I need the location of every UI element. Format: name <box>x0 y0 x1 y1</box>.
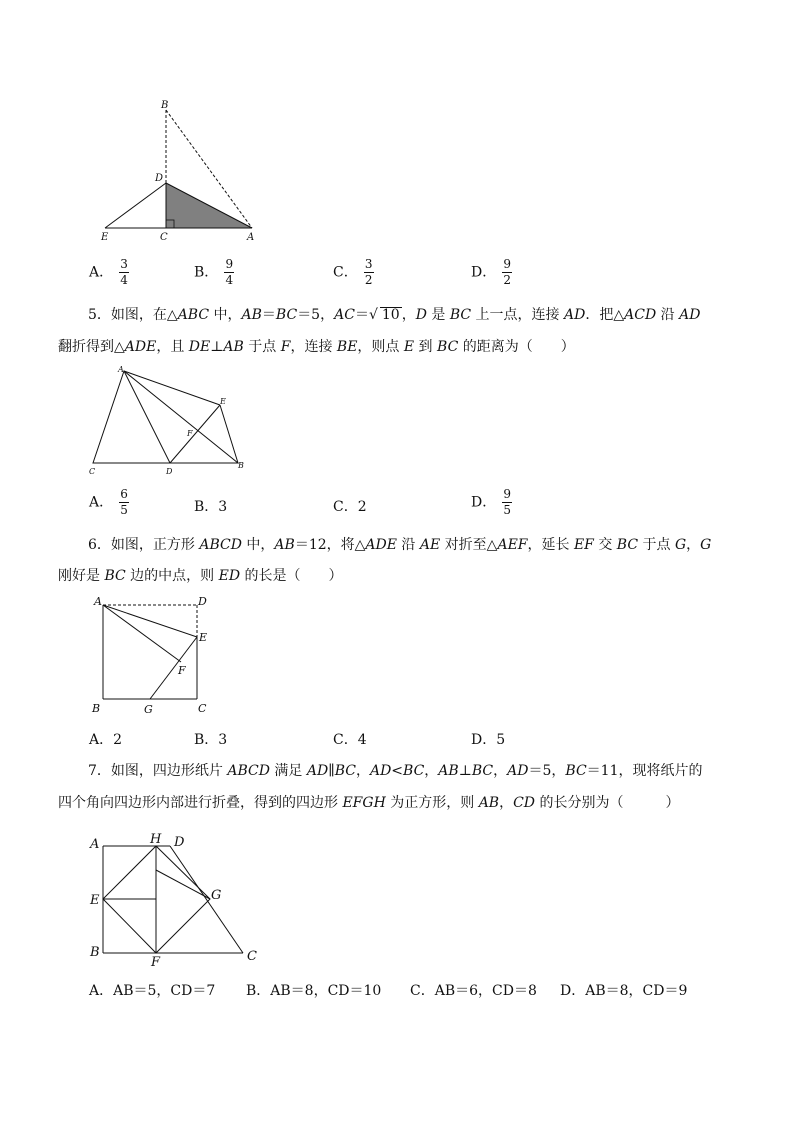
q7-question-line-1: 7．如图，四边形纸片 ABCD 满足 AD∥BC，AD<BC，AB⊥BC，AD＝5，BC＝11，现将纸片的 <box>88 763 703 779</box>
q6-question-line-1: 6．如图，正方形 ABCD 中，AB＝12，将△ADE 沿 AE 对折至△AEF，延长 EF 交 BC 于点 G，G <box>88 537 712 553</box>
q7-label-C: C <box>247 949 257 964</box>
q7-option-c[interactable]: C．AB＝6，CD＝8 <box>410 983 537 999</box>
q7-option-a[interactable]: A．AB＝5，CD＝7 <box>89 983 216 999</box>
q6-label-B: B <box>92 702 101 715</box>
q4-figure <box>96 95 266 245</box>
q7-label-D: D <box>174 835 185 850</box>
q6-label-C: C <box>198 702 207 715</box>
q7-figure <box>86 826 264 972</box>
q5-option-c[interactable]: C．2 <box>333 499 367 515</box>
q6-label-E: E <box>199 631 208 644</box>
sqrt-symbol: √ <box>368 307 378 323</box>
q6-label-A: A <box>94 595 102 608</box>
q6-line-EG <box>150 637 197 699</box>
q5-option-d[interactable]: D． $\frac{9}{5}$ <box>471 487 512 517</box>
q4-line-ED <box>105 183 166 228</box>
q4-option-a[interactable]: A． $\frac{3}{4}$ <box>89 257 128 287</box>
q4-label-B: B <box>161 100 169 111</box>
q4-option-a-fraction: $\frac{3}{4}$ <box>120 257 128 287</box>
q6-figure <box>86 590 216 718</box>
q6-label-D: D <box>198 595 207 608</box>
q5-option-d-fraction: $\frac{9}{5}$ <box>503 487 512 517</box>
q6-option-a[interactable]: A．2 <box>89 732 123 748</box>
q4-option-d[interactable]: D． $\frac{9}{2}$ <box>471 257 512 287</box>
q5-question-line-1: 5．如图，在△ABC 中，AB＝BC＝5，AC＝√ 10 ，D 是 BC 上一点，连接 AD．把△ACD 沿 AD <box>88 307 701 323</box>
q5-option-b[interactable]: B．3 <box>194 499 228 515</box>
q5-triangle-ACB <box>93 371 238 463</box>
q7-label-F: F <box>151 955 161 970</box>
q5-label-C: C <box>89 467 96 476</box>
q4-option-c-fraction: $\frac{3}{2}$ <box>364 257 373 287</box>
q6-line-AE <box>103 605 197 637</box>
q5-label-F: F <box>187 429 193 438</box>
q4-label-C: C <box>160 232 168 243</box>
q7-label-A: A <box>90 837 100 852</box>
q7-label-E: E <box>90 893 100 908</box>
q6-option-b[interactable]: B．3 <box>194 732 228 748</box>
q7-option-b[interactable]: B．AB＝8，CD＝10 <box>246 983 382 999</box>
q5-label-E: E <box>220 397 226 406</box>
q6-option-d[interactable]: D．5 <box>471 732 506 748</box>
q4-option-c[interactable]: C． $\frac{3}{2}$ <box>333 257 373 287</box>
q6-question-line-2: 刚好是 BC 边的中点，则 ED 的长是（ ） <box>58 568 343 584</box>
q5-option-a[interactable]: A． $\frac{6}{5}$ <box>89 487 128 517</box>
sqrt-radicand: 10 <box>381 307 400 323</box>
q4-option-b-fraction: $\frac{9}{4}$ <box>225 257 234 287</box>
q5-label-A: A <box>118 365 124 374</box>
q7-label-B: B <box>90 945 100 960</box>
q6-label-F: F <box>178 664 186 677</box>
q7-question-line-2: 四个角向四边形内部进行折叠，得到的四边形 EFGH 为正方形，则 AB，CD 的长分别为（ ） <box>58 795 680 811</box>
q5-label-D: D <box>166 467 173 476</box>
q6-label-G: G <box>144 703 153 716</box>
q7-line-DC <box>170 846 243 953</box>
q5-option-a-fraction: $\frac{6}{5}$ <box>120 487 128 517</box>
q6-line-AF <box>103 605 181 662</box>
q7-label-G: G <box>211 888 222 903</box>
q4-label-A: A <box>247 232 255 243</box>
q4-option-d-fraction: $\frac{9}{2}$ <box>503 257 512 287</box>
q7-label-H: H <box>150 832 162 847</box>
q5-line-EB <box>220 405 238 463</box>
q5-label-B: B <box>238 461 244 470</box>
q4-label-D: D <box>155 173 164 184</box>
q4-option-b[interactable]: B． $\frac{9}{4}$ <box>194 257 234 287</box>
q7-option-d[interactable]: D．AB＝8，CD＝9 <box>560 983 688 999</box>
q6-option-c[interactable]: C．4 <box>333 732 367 748</box>
q7-line-H-G-inner <box>156 870 210 899</box>
q4-shaded-triangle <box>166 183 252 228</box>
q5-question-line-2: 翻折得到△ADE，且 DE⊥AB 于点 F，连接 BE，则点 E 到 BC 的距离为（ ） <box>58 339 575 355</box>
q5-figure <box>86 362 256 480</box>
q4-label-E: E <box>101 232 109 243</box>
